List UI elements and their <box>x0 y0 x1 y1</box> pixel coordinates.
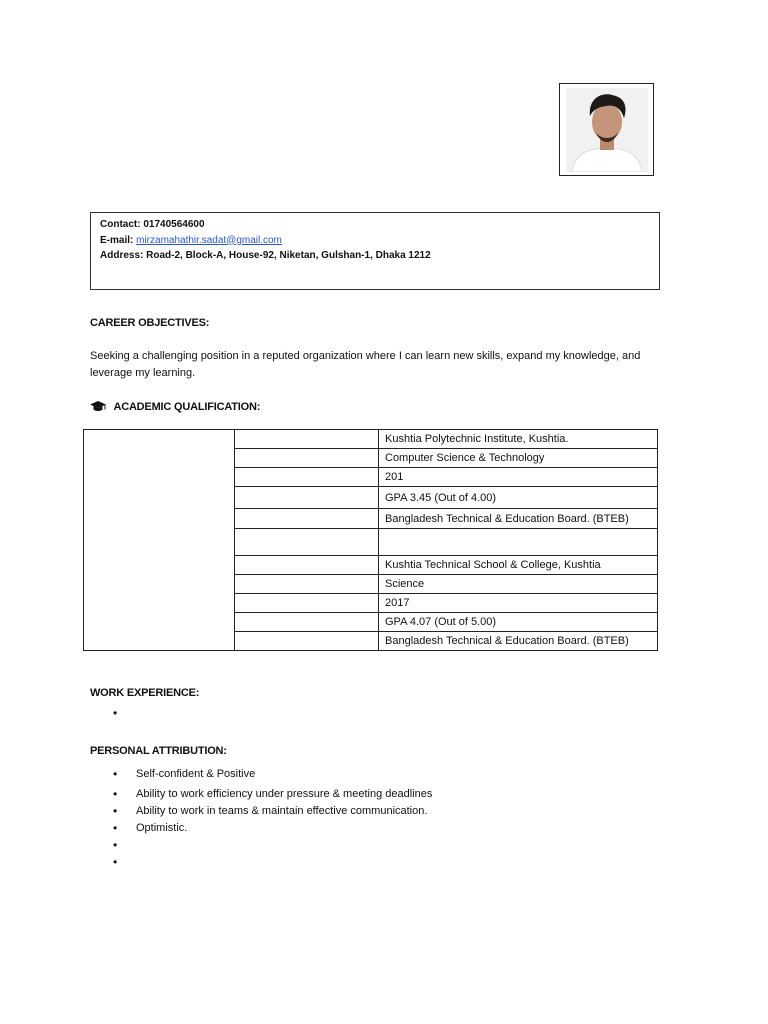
academic-heading-label: ACADEMIC QUALIFICATION: <box>113 401 261 413</box>
table-cell: GPA 4.07 (Out of 5.00) <box>379 613 658 632</box>
table-cell <box>235 509 379 529</box>
list-item: • Self-confident & Positive <box>90 766 432 786</box>
table-cell <box>235 468 379 487</box>
contact-email-line <box>100 233 650 249</box>
table-cell: 2017 <box>379 594 658 613</box>
phone-label: Contact: <box>100 219 141 230</box>
list-item <box>90 705 136 722</box>
contact-box <box>90 212 660 290</box>
career-objectives-text: Seeking a challenging position in a reputed organization where I can learn new skills, expand my knowledge, and leverage my learning. <box>90 350 641 379</box>
career-objectives-heading: CAREER OBJECTIVES: <box>90 317 210 329</box>
table-cell: Kushtia Polytechnic Institute, Kushtia. <box>379 430 658 449</box>
address-label: Address: <box>100 250 144 261</box>
table-cell <box>235 430 379 449</box>
academic-table <box>83 429 658 651</box>
table-cell <box>235 487 379 509</box>
table-left-cell <box>84 430 235 651</box>
table-cell <box>235 449 379 468</box>
list-item <box>90 837 432 854</box>
personal-attribution-list <box>90 766 432 871</box>
profile-photo <box>559 83 654 176</box>
email-link[interactable]: mirzamahathir.sadat@gmail.com <box>136 234 282 246</box>
contact-phone-line <box>100 217 650 233</box>
list-item: • Optimistic. <box>90 820 432 837</box>
table-cell: Bangladesh Technical & Education Board. (BTEB) <box>379 632 658 651</box>
work-experience-list <box>90 705 136 722</box>
table-cell: Kushtia Technical School & College, Kushtia <box>379 556 658 575</box>
contact-address-line <box>100 248 650 264</box>
table-row <box>84 430 658 449</box>
table-cell: Science <box>379 575 658 594</box>
table-cell: 201 <box>379 468 658 487</box>
personal-attribution-heading: PERSONAL ATTRIBUTION: <box>90 745 227 757</box>
table-cell <box>235 632 379 651</box>
table-cell <box>235 556 379 575</box>
table-cell <box>235 529 379 556</box>
table-cell: GPA 3.45 (Out of 4.00) <box>379 487 658 509</box>
list-item <box>90 854 432 871</box>
table-cell <box>235 575 379 594</box>
table-cell <box>235 613 379 632</box>
list-item: • Ability to work efficiency under pressure & meeting deadlines <box>90 786 432 803</box>
table-cell: Bangladesh Technical & Education Board. (BTEB) <box>379 509 658 529</box>
email-label: E-mail: <box>100 234 134 246</box>
table-cell <box>379 529 658 556</box>
portrait-image <box>566 88 648 172</box>
phone-value: 01740564600 <box>143 219 205 230</box>
work-experience-heading: WORK EXPERIENCE: <box>90 687 200 699</box>
table-cell <box>235 594 379 613</box>
academic-qualification-heading <box>90 401 260 415</box>
list-item: • Ability to work in teams & maintain effective communication. <box>90 803 432 820</box>
address-value: Road-2, Block-A, House-92, Niketan, Gulshan-1, Dhaka 1212 <box>146 250 431 261</box>
table-cell: Computer Science & Technology <box>379 449 658 468</box>
graduation-cap-icon <box>90 401 106 415</box>
